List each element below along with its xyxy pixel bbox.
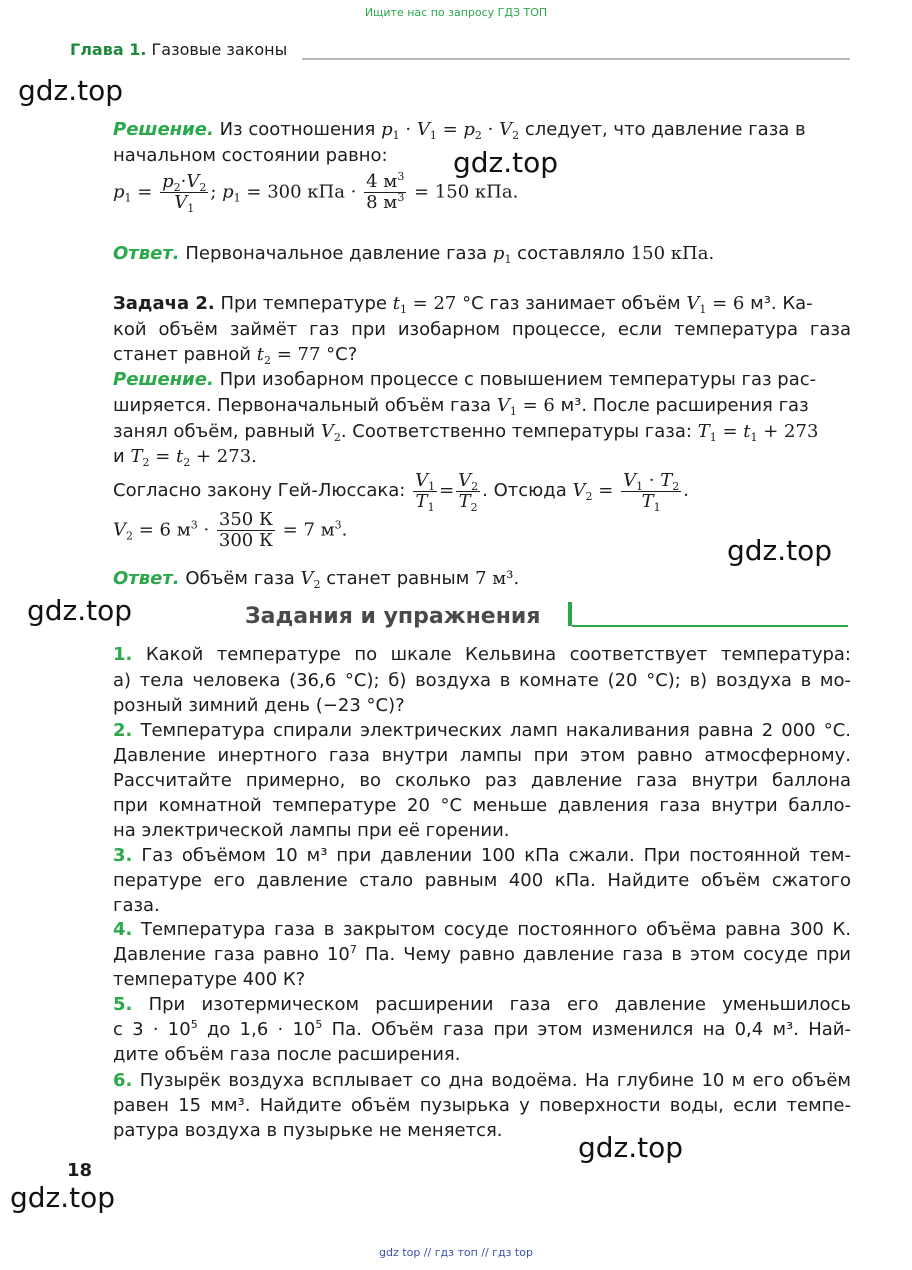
exercise-1-line3: розный зимний день (−23 °C)? — [113, 695, 405, 716]
formula-p1: $p_1$ = $\frac{p_2\cdot V_2}{V_1}$ ; $p_1 = 300$ кПа · $\frac{4 м^3}{8 м^3}$ = 150 кПа. — [113, 170, 519, 215]
chapter-header — [70, 40, 287, 59]
answer2: Ответ. Объём газа $V_2$ станет равным 7 м³. — [113, 568, 520, 591]
exercise-4-line1: 4. Температура газа в закрытом сосуде постоянного объёма равна 300 К. — [113, 919, 851, 940]
task2-line1: Задача 2. При температуре $t_1 = 27$ °C газ занимает объём $V_1 = 6$ м³. Ка- — [113, 293, 813, 316]
section-bar — [568, 602, 572, 626]
chapter-number: Глава 1. — [70, 40, 147, 59]
solution2-line3: занял объём, равный $V_2$. Соответственно температуры газа: $T_1 = t_1 + 273$ — [113, 421, 819, 444]
solution2-line2: ширяется. Первоначальный объём газа $V_1 = 6$ м³. После расширения газ — [113, 395, 809, 418]
solution1-line1: Решение. Из соотношения $p_1 \cdot V_1 = p_2 \cdot V_2$ следует, что давление газа в — [113, 119, 806, 142]
exercise-1-line2: а) тела человека (36,6 °C); б) воздуха в комнате (20 °C); в) воздуха в мо- — [113, 670, 851, 691]
page-number: 18 — [67, 1160, 93, 1181]
task2-line3: станет равной $t_2 = 77$ °C? — [113, 344, 358, 367]
exercise-3-line1: 3. Газ объёмом 10 м³ при давлении 100 кПа сжали. При постоянной тем- — [113, 845, 851, 866]
watermark: gdz.top — [18, 74, 124, 107]
watermark: gdz.top — [578, 1131, 684, 1164]
watermark: gdz.top — [10, 1181, 116, 1214]
section-rule — [572, 625, 848, 627]
watermark: gdz.top — [27, 594, 133, 627]
section-title: Задания и упражнения — [245, 604, 541, 629]
exercise-2-line4: при комнатной температуре 20 °C меньше давления газа внутри балло- — [113, 795, 851, 816]
exercise-6-line3: ратура воздуха в пузырьке не меняется. — [113, 1120, 503, 1141]
exercise-2-line2: Давление инертного газа внутри лампы при этом равно атмосферному. — [113, 745, 851, 766]
formula-v2: $V_2 = 6$ $м^3$ · $\frac{350 К}{300 К}$ = 7 $м^3$. — [113, 509, 348, 551]
watermark: gdz.top — [727, 534, 833, 567]
exercise-5-line3: дите объём газа после расширения. — [113, 1044, 461, 1065]
exercise-1-line1: 1. Какой температуре по шкале Кельвина соответствует температура: — [113, 644, 851, 665]
gay-lussac-line: Согласно закону Гей-Люссака: $\frac{V_1}{T_1}$ = $\frac{V_2}{T_2}$ . Отсюда $V_2$ = $\frac{V_1 \cdot T_2}{T_1}$ . — [113, 469, 689, 514]
exercise-2-line5: на электрической лампы при её горении. — [113, 820, 510, 841]
watermark: gdz.top — [453, 146, 559, 179]
exercise-5-line2: с $3 \cdot 10^5$ до $1,6 \cdot 10^5$ Па. Объём газа при этом изменился на 0,4 м³. Най- — [113, 1018, 851, 1040]
task2-line2: кой объём займёт газ при изобарном процессе, если температура газа — [113, 319, 851, 340]
solution1-line2: начальном состоянии равно: — [113, 145, 388, 166]
solution2-line1: Решение. При изобарном процессе с повышением температуры газ рас- — [113, 369, 817, 390]
exercise-3-line3: газа. — [113, 895, 160, 916]
exercise-5-line1: 5. При изотермическом расширении газа его давление уменьшилось — [113, 994, 851, 1015]
answer1: Ответ. Первоначальное давление газа $p_1$ составляло 150 кПа. — [113, 243, 715, 266]
solution2-line4: и $T_2 = t_2 + 273$. — [113, 446, 257, 469]
exercise-3-line2: пературе его давление стало равным 400 кПа. Найдите объём сжатого — [113, 870, 851, 891]
chapter-title: Газовые законы — [151, 40, 288, 59]
exercise-4-line3: температуре 400 К? — [113, 969, 306, 990]
exercise-6-line1: 6. Пузырёк воздуха всплывает со дна водоёма. На глубине 10 м его объём — [113, 1070, 851, 1091]
exercise-6-line2: равен 15 мм³. Найдите объём пузырька у поверхности воды, если темпе- — [113, 1095, 851, 1116]
header-rule — [302, 58, 850, 60]
exercise-4-line2: Давление газа равно $10^7$ Па. Чему равно давление газа в этом сосуде при — [113, 943, 852, 965]
exercise-2-line1: 2. Температура спирали электрических ламп накаливания равна 2 000 °C. — [113, 720, 851, 741]
footer-links: gdz top // гдз топ // гдз top — [379, 1246, 533, 1259]
top-banner: Ищите нас по запросу ГДЗ ТОП — [364, 6, 548, 19]
exercise-2-line3: Рассчитайте примерно, во сколько раз давление газа внутри баллона — [113, 770, 851, 791]
